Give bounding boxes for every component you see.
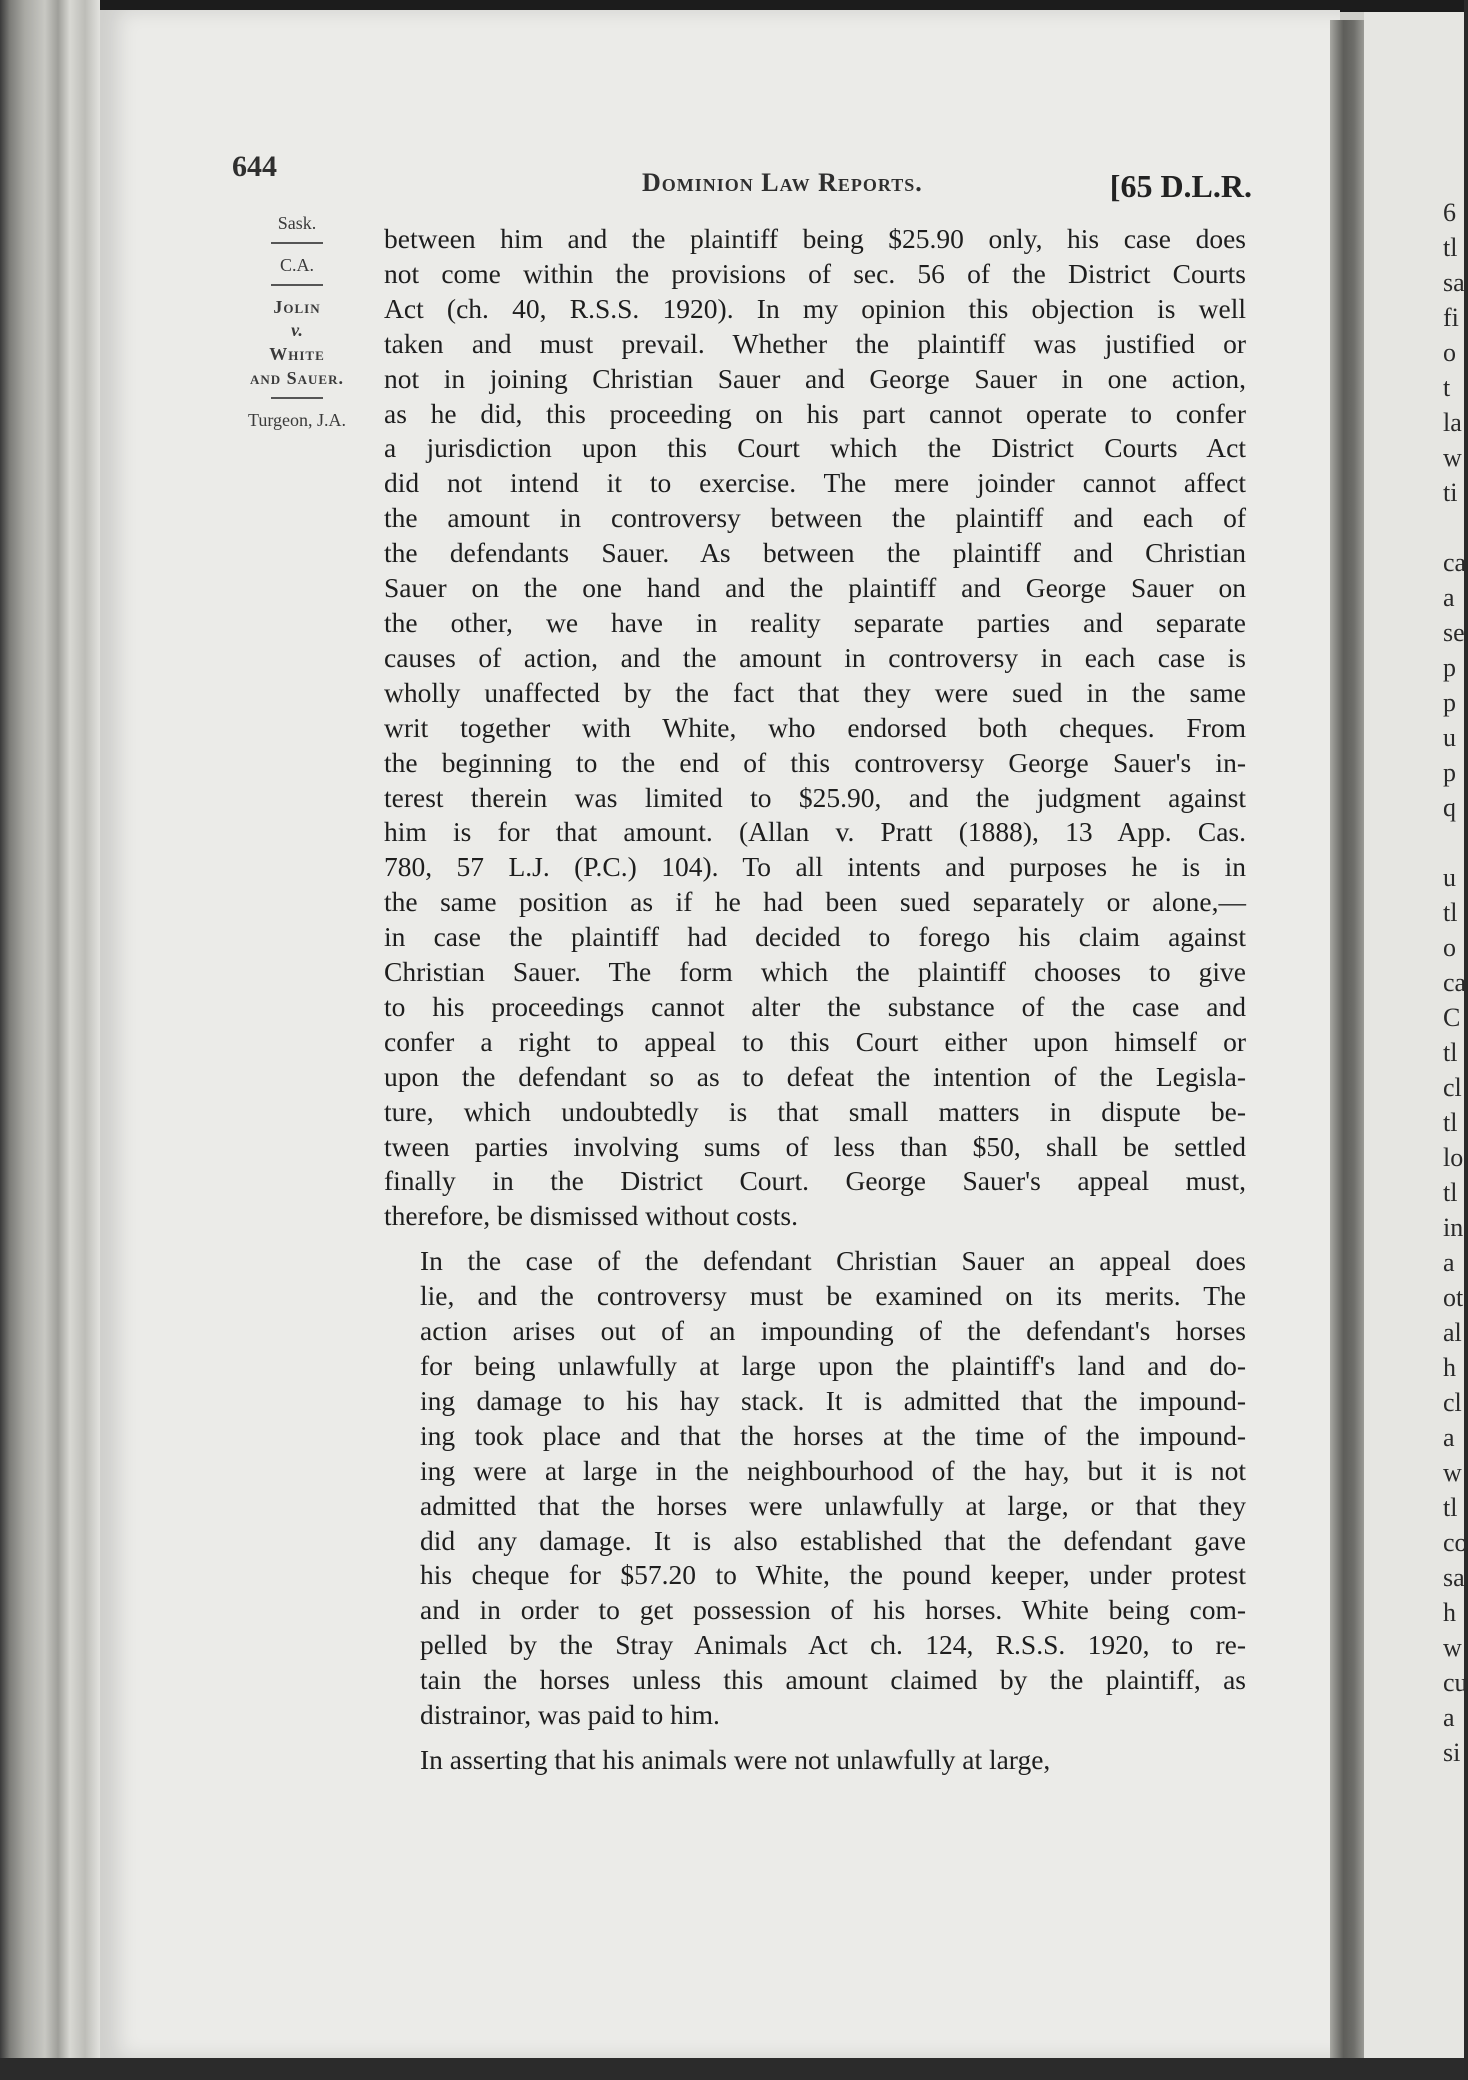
facing-fragment: tl — [1443, 1493, 1458, 1522]
text-line: and in order to get possession of his horses. White being com- — [420, 1594, 1246, 1626]
facing-fragment: se — [1443, 618, 1465, 647]
paragraph — [384, 1743, 1246, 1778]
facing-fragment: a — [1443, 1423, 1455, 1452]
text-line: Act (ch. 40, R.S.S. 1920). In my opinion this objection is well — [384, 292, 1246, 324]
facing-fragment: al — [1443, 1318, 1462, 1347]
facing-fragment: ca — [1443, 548, 1467, 577]
margin-case-party3: and Sauer. — [249, 367, 344, 388]
text-line: wholly unaffected by the fact that they were sued in the same — [384, 676, 1246, 708]
text-line: finally in the District Court. George Sauer's appeal must, — [384, 1165, 1246, 1197]
facing-fragment: a — [1443, 583, 1455, 612]
margin-case-party2: White — [269, 344, 325, 364]
text-line: the defendants Sauer. As between the plaintiff and Christian — [384, 537, 1246, 569]
facing-fragment: cu — [1443, 1668, 1468, 1697]
judgment-body-text — [384, 222, 1246, 1788]
text-line: writ together with White, who endorsed both cheques. From — [384, 711, 1246, 743]
text-line: ture, which undoubtedly is that small matters in dispute be- — [384, 1095, 1246, 1127]
text-line: therefore, be dismissed without costs. — [384, 1200, 798, 1232]
facing-fragment: o — [1443, 933, 1456, 962]
facing-fragment: cl — [1443, 1073, 1462, 1102]
facing-fragment: tl — [1443, 1038, 1458, 1067]
facing-fragment: C — [1443, 1003, 1461, 1032]
text-line: ing took place and that the horses at the time of the impound- — [420, 1419, 1246, 1451]
margin-province: Sask. — [277, 213, 317, 233]
text-line: In asserting that his animals were not unlawfully at large, — [420, 1743, 1051, 1775]
facing-fragment: a — [1443, 1248, 1455, 1277]
text-line: 780, 57 L.J. (P.C.) 104). To all intents and purposes he is in — [384, 851, 1246, 883]
facing-fragment: w — [1443, 1458, 1462, 1487]
text-line: the same position as if he had been sued separately or alone,— — [384, 886, 1246, 918]
margin-case-v: v. — [291, 320, 303, 341]
text-line: In the case of the defendant Christian Sauer an appeal does — [420, 1245, 1246, 1277]
text-line: the amount in controversy between the plaintiff and each of — [384, 502, 1246, 534]
text-line: to his proceedings cannot alter the substance of the case and — [384, 990, 1246, 1022]
text-line: admitted that the horses were unlawfully at large, or that they — [420, 1489, 1246, 1521]
facing-fragment: h — [1443, 1598, 1456, 1627]
facing-fragment: tl — [1443, 233, 1458, 262]
facing-fragment: co — [1443, 1528, 1468, 1557]
facing-fragment: in — [1443, 1213, 1464, 1242]
facing-fragment: sa — [1443, 268, 1465, 297]
margin-rule — [271, 397, 323, 399]
facing-fragment: q — [1443, 793, 1456, 822]
text-line: as he did, this proceeding on his part cannot operate to confer — [384, 397, 1246, 429]
facing-fragment: u — [1443, 863, 1456, 892]
margin-rule — [271, 284, 323, 286]
facing-fragment: h — [1443, 1353, 1456, 1382]
facing-fragment: la — [1443, 408, 1462, 437]
text-line: upon the defendant so as to defeat the intention of the Legisla- — [384, 1060, 1246, 1092]
facing-fragment: a — [1443, 1703, 1455, 1732]
text-line: ing damage to his hay stack. It is admitted that the impound- — [420, 1384, 1246, 1416]
text-line: taken and must prevail. Whether the plaintiff was justified or — [384, 327, 1246, 359]
facing-page-text-fragments — [1443, 195, 1468, 1770]
text-line: did not intend it to exercise. The mere joinder cannot affect — [384, 467, 1246, 499]
text-line: tween parties involving sums of less than $50, shall be settled — [384, 1130, 1246, 1162]
text-line: tain the horses unless this amount claimed by the plaintiff, as — [420, 1664, 1246, 1696]
text-line: in case the plaintiff had decided to forego his claim against — [384, 921, 1246, 953]
text-line: action arises out of an impounding of the defendant's horses — [420, 1315, 1246, 1347]
facing-fragment: ot — [1443, 1283, 1464, 1312]
facing-fragment: sa — [1443, 1563, 1465, 1592]
margin-notes — [222, 212, 372, 432]
text-line: Christian Sauer. The form which the plaintiff chooses to give — [384, 956, 1246, 988]
facing-fragment: p — [1443, 758, 1456, 787]
facing-fragment: p — [1443, 688, 1456, 717]
text-line: lie, and the controversy must be examined on its merits. The — [420, 1280, 1246, 1312]
text-line: not in joining Christian Sauer and George Sauer in one action, — [384, 362, 1246, 394]
facing-fragment: o — [1443, 338, 1456, 367]
text-line: him is for that amount. (Allan v. Pratt (1888), 13 App. Cas. — [384, 816, 1246, 848]
text-line: not come within the provisions of sec. 56 of the District Courts — [384, 257, 1246, 289]
facing-fragment: si — [1443, 1738, 1461, 1767]
text-line: causes of action, and the amount in controversy in each case is — [384, 641, 1246, 673]
facing-fragment: ca — [1443, 968, 1467, 997]
book-gutter — [1330, 20, 1364, 2060]
text-line: terest therein was limited to $25.90, and the judgment against — [384, 781, 1246, 813]
text-line: a jurisdiction upon this Court which the District Courts Act — [384, 432, 1246, 464]
facing-fragment: fi — [1443, 303, 1459, 332]
facing-fragment: 6 — [1443, 198, 1456, 227]
facing-fragment: w — [1443, 443, 1462, 472]
facing-fragment — [1443, 510, 1464, 545]
running-title: Dominion Law Reports. — [642, 168, 923, 197]
facing-fragment: tl — [1443, 898, 1458, 927]
margin-court: C.A. — [279, 254, 314, 275]
text-line: distrainor, was paid to him. — [420, 1699, 720, 1731]
facing-fragment: w — [1443, 1633, 1462, 1662]
scan-bottom-border — [0, 2058, 1464, 2080]
text-line: pelled by the Stray Animals Act ch. 124, R.S.S. 1920, to re- — [420, 1629, 1246, 1661]
facing-fragment: tl — [1443, 1178, 1458, 1207]
facing-fragment: tl — [1443, 1108, 1458, 1137]
facing-fragment — [1443, 825, 1464, 860]
margin-case-party1: Jolin — [273, 296, 321, 317]
text-line: the other, we have in reality separate parties and separate — [384, 606, 1246, 638]
facing-fragment: ti — [1443, 478, 1458, 507]
facing-fragment: cl — [1443, 1388, 1462, 1417]
book-page-edges — [0, 0, 100, 2060]
volume-reference: [65 D.L.R. — [1109, 168, 1252, 204]
text-line: Sauer on the one hand and the plaintiff and George Sauer on — [384, 572, 1246, 604]
facing-fragment: u — [1443, 723, 1456, 752]
margin-rule — [271, 242, 323, 244]
text-line: confer a right to appeal to this Court either upon himself or — [384, 1025, 1246, 1057]
facing-fragment: lo — [1443, 1143, 1464, 1172]
text-line: for being unlawfully at large upon the plaintiff's land and do- — [420, 1350, 1246, 1381]
facing-fragment: p — [1443, 653, 1456, 682]
text-line: the beginning to the end of this controversy George Sauer's in- — [384, 746, 1246, 778]
facing-fragment: t — [1443, 373, 1451, 402]
paragraph — [384, 222, 1246, 1234]
page-header — [232, 142, 1252, 204]
text-line: between him and the plaintiff being $25.90 only, his case does — [384, 223, 1246, 254]
text-line: did any damage. It is also established that the defendant gave — [420, 1524, 1246, 1556]
text-line: ing were at large in the neighbourhood of the hay, but it is not — [420, 1454, 1246, 1486]
margin-judge: Turgeon, J.A. — [247, 409, 347, 430]
text-line: his cheque for $57.20 to White, the pound keeper, under protest — [420, 1559, 1246, 1591]
paragraph — [384, 1244, 1246, 1733]
page-number: 644 — [232, 150, 277, 183]
